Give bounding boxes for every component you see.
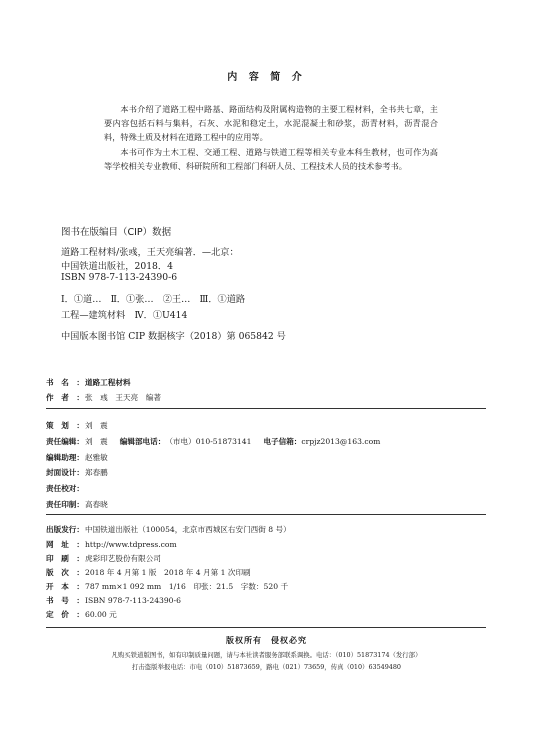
- edition-value: 2018 年 4 月第 1 版 2018 年 4 月第 1 次印刷: [85, 568, 251, 577]
- isbn-value: ISBN 978-7-113-24390-6: [85, 596, 181, 605]
- cover-design-label: 封面设计：: [46, 468, 84, 477]
- cip-line-4: Ⅰ．①道… Ⅱ．①张… ②王… Ⅲ．①道路: [61, 294, 246, 305]
- assistant-label: 编辑助理：: [46, 453, 84, 462]
- format-row: [46, 581, 288, 592]
- divider-2: [46, 514, 486, 515]
- edition-label: 版次：: [46, 568, 84, 577]
- book-title-row: [46, 377, 131, 388]
- book-author-label: 作者：: [46, 393, 84, 402]
- rights-title: 版权所有 侵权必究: [226, 636, 307, 645]
- intro-paragraph-2: 本书可作为土木工程、交通工程、道路与铁道工程等相关专业本科生教材，也可作为高等学校相关专业教师、科研院所和工程部门科研人员、工程技术人员的技术参考书。: [104, 146, 438, 171]
- cover-design-row: [46, 467, 108, 478]
- print-manager-value: 高春晓: [85, 500, 108, 509]
- planning-value: 刘 震: [85, 421, 108, 430]
- publisher-value: 中国铁道出版社（100054，北京市西城区右安门西街 8 号）: [85, 525, 291, 534]
- divider-3: [46, 627, 486, 628]
- rights-line-2: 打击盗版举报电话：市电（010）51873659，路电（021）73659，传真（010）63549480: [132, 663, 401, 671]
- phone-label: 编辑部电话：: [119, 437, 166, 446]
- cip-line-3: ISBN 978-7-113-24390-6: [61, 272, 178, 283]
- cip-line-1: 道路工程材料/张彧，王天亮编著．—北京：: [61, 247, 239, 258]
- cip-line-5: 工程—建筑材料 Ⅳ．①U414: [61, 310, 188, 321]
- divider-1: [46, 408, 486, 409]
- printer-label: 印刷：: [46, 554, 84, 563]
- printer-value: 虎彩印艺股份有限公司: [85, 554, 161, 563]
- website-value: http://www.tdpress.com: [85, 540, 177, 549]
- cover-design-value: 郑春鹏: [85, 468, 108, 477]
- website-row: [46, 539, 177, 550]
- price-row: [46, 609, 117, 620]
- price-label: 定价：: [46, 610, 84, 619]
- editor-value: 刘 震: [85, 437, 108, 446]
- isbn-row: [46, 595, 181, 606]
- print-manager-label: 责任印制：: [46, 500, 84, 509]
- format-value: 787 mm×1 092 mm 1/16 印张：21.5 字数：520 千: [85, 582, 289, 591]
- book-title-label: 书名：: [46, 378, 84, 387]
- assistant-value: 赵雅敏: [85, 453, 108, 462]
- cip-line-2: 中国铁道出版社，2018．4: [61, 261, 173, 272]
- editor-label: 责任编辑：: [46, 437, 84, 446]
- phone-value: （市电）010-51873141: [165, 437, 252, 446]
- publisher-label: 出版发行：: [46, 525, 84, 534]
- book-title-value: 道路工程材料: [85, 378, 131, 387]
- print-manager-row: [46, 499, 108, 510]
- planning-label: 策划：: [46, 421, 84, 430]
- assistant-row: [46, 452, 108, 463]
- cip-line-6: 中国版本图书馆 CIP 数据核字（2018）第 065842 号: [61, 331, 286, 342]
- rights-line-1: 凡购买铁道版图书，如有印制质量问题，请与本社读者服务部联系调换。电话：（010）51873174（发行部）: [111, 651, 422, 659]
- isbn-label: 书号：: [46, 596, 84, 605]
- book-author-value: 张 彧 王天亮 编著: [85, 393, 161, 402]
- planning-row: [46, 420, 108, 431]
- printer-row: [46, 553, 161, 564]
- price-value: 60.00 元: [85, 610, 117, 619]
- intro-title: 内 容 简 介: [227, 72, 306, 83]
- edition-row: [46, 567, 251, 578]
- format-label: 开本：: [46, 582, 84, 591]
- email-label: 电子信箱：: [263, 437, 302, 446]
- proofreader-label: 责任校对：: [46, 484, 84, 493]
- editor-row: [46, 436, 380, 447]
- intro-body: [104, 102, 438, 173]
- publisher-row: [46, 524, 291, 535]
- book-author-row: [46, 392, 161, 403]
- proofreader-row: [46, 483, 85, 494]
- email-value: crpjz2013@163.com: [301, 437, 381, 446]
- cip-heading: 图书在版编目（CIP）数据: [61, 227, 172, 238]
- intro-paragraph-1: 本书介绍了道路工程中路基、路面结构及附属构造物的主要工程材料，全书共七章，主要内容包括石料与集料，石灰、水泥和稳定土，水泥混凝土和砂浆，沥青材料，沥青混合料，特殊土质及材料在道路工程中的应用等。: [104, 104, 438, 143]
- website-label: 网址：: [46, 540, 84, 549]
